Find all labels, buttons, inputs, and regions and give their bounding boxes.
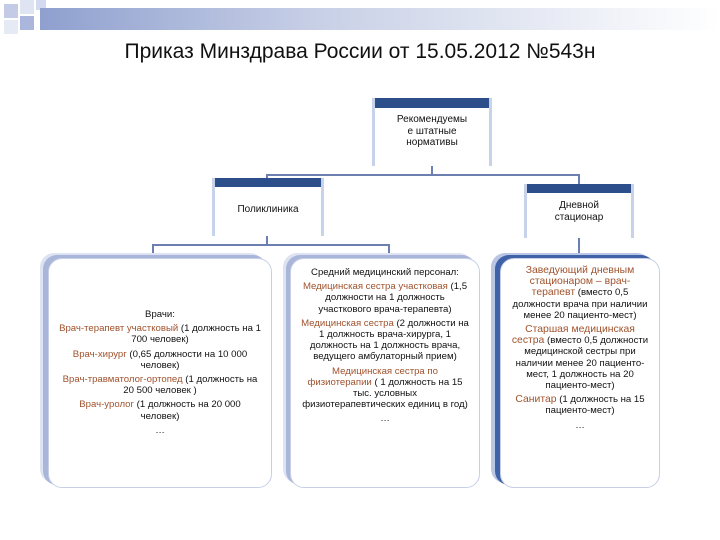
staff-role: Врач-травматолог-ортопед <box>62 374 183 386</box>
corner-square-decoration <box>4 20 18 34</box>
staff-role: Заведующий дневным стационаром – врач-терапевт <box>525 265 635 299</box>
staff-role: Старшая медицинская сестра <box>511 324 635 347</box>
connector-line <box>152 244 154 258</box>
corner-square-decoration <box>4 4 18 18</box>
ellipsis: … <box>155 424 165 436</box>
staff-entry <box>511 394 649 416</box>
page-title: Приказ Минздрава России от 15.05.2012 №543н <box>124 40 596 63</box>
connector-line <box>266 174 580 176</box>
staff-entry <box>59 374 261 396</box>
connector-line <box>152 244 390 246</box>
staff-entry <box>301 281 469 315</box>
corner-square-decoration <box>20 0 34 14</box>
staff-entry <box>511 324 649 391</box>
staff-norm: (1 должность на 1 700 человек) <box>131 323 261 346</box>
staff-entry <box>301 318 469 363</box>
staff-norm: (0,65 должности на 10 000 человек) <box>126 348 248 371</box>
panel-heading: Средний медицинский персонал: <box>311 267 459 278</box>
staff-norm: (вместо 0,5 должности медицинской сестры при наличии менее 20 пациенто-мест, 1 должность на 20 пациенто-мест) <box>515 335 649 392</box>
node-text-line: Дневной <box>559 200 599 211</box>
staff-norm: (1 должность на 15 пациенто-мест) <box>545 394 645 417</box>
staff-norm: (1 должность на 20 500 человек ) <box>123 374 258 397</box>
staff-role: Врач-уролог <box>79 399 134 411</box>
staff-norm: (2 должности на 1 должность врача-хирурга, 1 должность на 1 должность врача, ведущего амбулаторный прием) <box>309 317 469 363</box>
node-text-line: Рекомендуемы <box>396 114 468 125</box>
staff-role: Санитар <box>515 394 557 406</box>
staff-entry <box>511 265 649 321</box>
staff-entry <box>59 323 261 345</box>
day-hospital-staff-panel <box>500 258 660 488</box>
connector-line <box>388 244 390 258</box>
nursing-staff-panel <box>290 258 480 488</box>
node-label: Поликлиника <box>237 204 299 215</box>
ellipsis: … <box>575 419 585 431</box>
node-text-line: е штатные <box>407 125 457 137</box>
connector-line <box>578 238 580 258</box>
node-text-line: стационар <box>554 211 604 223</box>
corner-square-decoration <box>20 16 34 30</box>
staff-norm: (1,5 должности на 1 должность участкового врача-терапевта) <box>318 281 468 315</box>
panel-heading: Врачи: <box>145 309 175 320</box>
header-gradient-bar <box>40 8 720 30</box>
staff-norm: (1 должность на 20 000 человек) <box>134 399 241 422</box>
staff-entry <box>59 349 261 371</box>
node-text-line: нормативы <box>406 137 458 148</box>
staff-role: Медицинская сестра <box>301 317 394 329</box>
staff-role: Медицинская сестра участковая <box>302 281 448 293</box>
day-hospital-node <box>524 184 634 238</box>
staff-entry <box>301 366 469 411</box>
polyclinic-node <box>212 178 324 236</box>
staff-role: Врач-хирург <box>72 348 127 360</box>
recommended-staffing-node <box>372 98 492 166</box>
staff-entry <box>59 399 261 421</box>
staff-norm: ( 1 должность на 15 тыс. условных физиотерапевтических единиц в год) <box>302 376 468 411</box>
doctors-panel <box>48 258 272 488</box>
staff-norm: (вместо 0,5 должности врача при наличии менее 20 пациенто-мест) <box>512 287 648 321</box>
ellipsis: … <box>380 413 390 425</box>
staff-role: Врач-терапевт участковый <box>59 323 179 335</box>
staff-role: Медицинская сестра по физиотерапии <box>307 365 438 388</box>
